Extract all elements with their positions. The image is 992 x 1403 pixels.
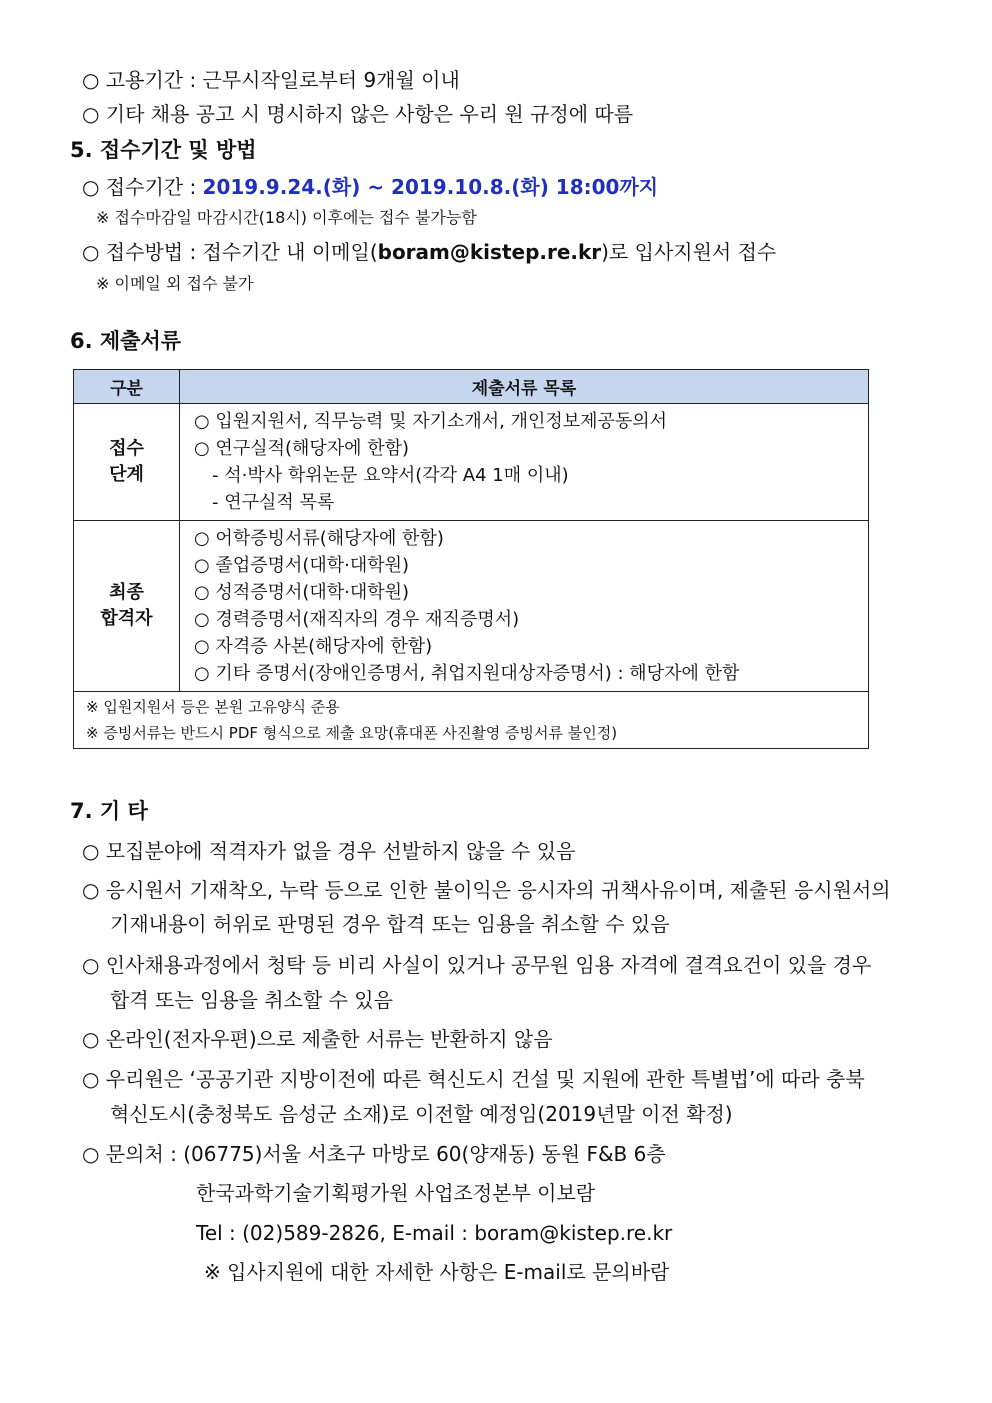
employment-period-item: ○ 고용기간 : 근무시작일로부터 9개월 이내 [82, 68, 460, 92]
category-label: 접수 [109, 438, 144, 459]
document-list-cell [180, 521, 869, 692]
list-item: ○ 온라인(전자우편)으로 제출한 서류는 반환하지 않음 [82, 1027, 553, 1051]
contact-note: ※ 입사지원에 대한 자세한 사항은 E-mail로 문의바람 [204, 1260, 670, 1284]
list-item: ○ 성적증명서(대학·대학원) [194, 582, 410, 603]
application-period-note: ※ 접수마감일 마감시간(18시) 이후에는 접수 불가능함 [96, 208, 477, 227]
list-item-continuation: 합격 또는 임용을 취소할 수 있음 [110, 988, 393, 1012]
section-6-heading: 6. 제출서류 [70, 329, 182, 353]
category-label: 단계 [109, 464, 144, 485]
header-document-list: 제출서류 목록 [180, 370, 869, 404]
contact-address-item: ○ 문의처 : (06775)서울 서초구 마방로 60(양재동) 동원 F&B 6층 [82, 1142, 666, 1166]
list-item-continuation: 기재내용이 허위로 판명된 경우 합격 또는 임용을 취소할 수 있음 [110, 912, 670, 936]
application-method-suffix: )로 입사지원서 접수 [601, 240, 777, 264]
footnote: ※ 입원지원서 등은 본원 고유양식 준용 [86, 698, 340, 716]
table-row [74, 521, 869, 692]
section-5-heading: 5. 접수기간 및 방법 [70, 138, 257, 162]
category-cell [74, 521, 180, 692]
table-header-row [74, 370, 869, 404]
application-method-note: ※ 이메일 외 접수 불가 [96, 274, 254, 293]
application-period-value: 2019.9.24.(화) ~ 2019.10.8.(화) 18:00까지 [202, 175, 659, 199]
contact-phone-email: Tel : (02)589-2826, E-mail : boram@kistep.re.kr [196, 1221, 673, 1245]
list-item: ○ 응시원서 기재착오, 누락 등으로 인한 불이익은 응시자의 귀책사유이며, 제출된 응시원서의 [82, 878, 891, 902]
other-rules-item: ○ 기타 채용 공고 시 명시하지 않은 사항은 우리 원 규정에 따름 [82, 102, 634, 126]
section-7-heading: 7. 기 타 [70, 799, 148, 823]
application-email: boram@kistep.re.kr [377, 240, 602, 264]
list-item-continuation: 혁신도시(충청북도 음성군 소재)로 이전할 예정임(2019년말 이전 확정) [110, 1102, 733, 1126]
category-cell [74, 404, 180, 521]
documents-table [73, 369, 869, 749]
header-category: 구분 [74, 370, 180, 404]
table-footnote-row [74, 692, 869, 749]
application-period-item [82, 174, 658, 200]
document-list-cell [180, 404, 869, 521]
application-method-prefix: ○ 접수방법 : 접수기간 내 이메일( [82, 240, 378, 264]
contact-organization: 한국과학기술기획평가원 사업조정본부 이보람 [196, 1181, 596, 1205]
list-item: ○ 졸업증명서(대학·대학원) [194, 555, 410, 576]
list-item: ○ 어학증빙서류(해당자에 한함) [194, 528, 444, 549]
table-row [74, 404, 869, 521]
list-item: ○ 자격증 사본(해당자에 한함) [194, 636, 433, 657]
list-item: ○ 입원지원서, 직무능력 및 자기소개서, 개인정보제공동의서 [194, 411, 668, 432]
list-item: ○ 경력증명서(재직자의 경우 재직증명서) [194, 609, 520, 630]
list-item: ○ 연구실적(해당자에 한함) [194, 438, 410, 459]
footnote: ※ 증빙서류는 반드시 PDF 형식으로 제출 요망(휴대폰 사진촬영 증빙서류 불인정) [86, 724, 618, 742]
list-item: ○ 기타 증명서(장애인증명서, 취업지원대상자증명서) : 해당자에 한함 [194, 663, 740, 684]
list-item: ○ 우리원은 ‘공공기관 지방이전에 따른 혁신도시 건설 및 지원에 관한 특별법’에 따라 충북 [82, 1067, 865, 1091]
application-period-label: ○ 접수기간 : [82, 175, 203, 199]
footnote-cell [74, 692, 869, 749]
list-item: ○ 인사채용과정에서 청탁 등 비리 사실이 있거나 공무원 임용 자격에 결격요건이 있을 경우 [82, 953, 872, 977]
category-label: 합격자 [100, 608, 153, 629]
list-item: - 연구실적 목록 [212, 492, 335, 513]
list-item: ○ 모집분야에 적격자가 없을 경우 선발하지 않을 수 있음 [82, 839, 576, 863]
list-item: - 석·박사 학위논문 요약서(각각 A4 1매 이내) [212, 465, 569, 486]
application-method-item [82, 239, 776, 265]
category-label: 최종 [109, 582, 144, 603]
